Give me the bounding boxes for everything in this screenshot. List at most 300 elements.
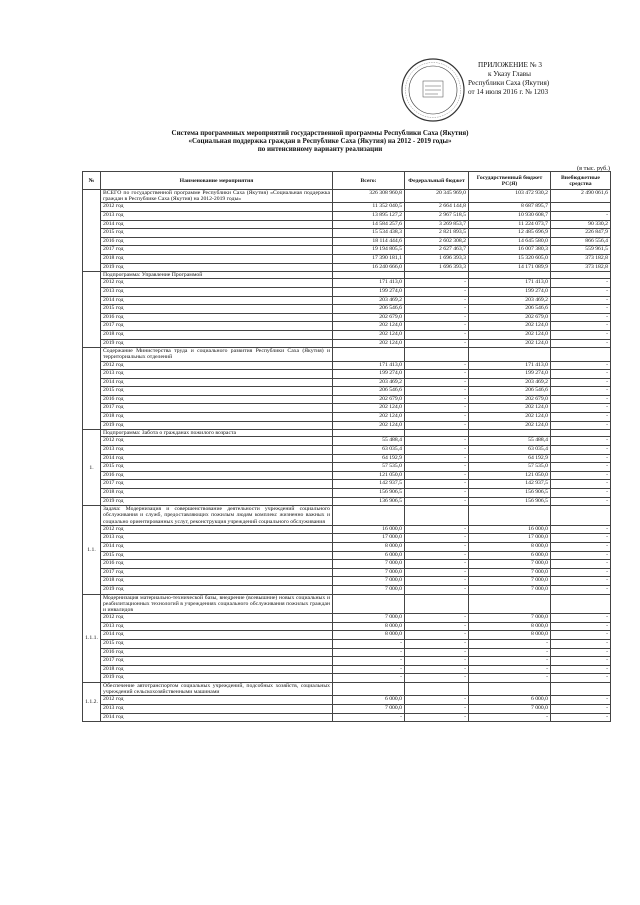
section-row bbox=[83, 430, 611, 437]
year-label: 2017 год bbox=[101, 322, 333, 331]
table-row bbox=[83, 287, 611, 296]
table-row bbox=[83, 639, 611, 648]
year-label: 2018 год bbox=[101, 254, 333, 263]
section-code: 1.1. bbox=[83, 506, 101, 594]
section-name: ВСЕГО по государственной программе Республики Саха (Якутия) «Социальная поддержка граждан в Республике Саха (Якутия) на 2012-2019 годы» bbox=[101, 190, 333, 203]
table-row bbox=[83, 614, 611, 623]
section-extra bbox=[551, 348, 611, 361]
section-total bbox=[333, 272, 405, 279]
section-fed: 20 345 969,0 bbox=[405, 190, 469, 203]
section-fed bbox=[405, 506, 469, 526]
table-row bbox=[83, 497, 611, 506]
table-row bbox=[83, 560, 611, 569]
appendix-title: ПРИЛОЖЕНИЕ № 3 bbox=[478, 61, 542, 69]
title-line: «Социальная поддержка граждан в Республике Саха (Якутия) на 2012 - 2019 годы» bbox=[188, 137, 452, 146]
value-total: 199 274,0 bbox=[333, 287, 405, 296]
value-extrabudget: - bbox=[551, 713, 611, 722]
value-state: 8 000,0 bbox=[469, 622, 551, 631]
value-total: 206 546,6 bbox=[333, 305, 405, 314]
value-state: 10 930 608,7 bbox=[469, 212, 551, 221]
value-federal: - bbox=[405, 313, 469, 322]
year-label: 2016 год bbox=[101, 560, 333, 569]
value-state: 202 124,0 bbox=[469, 404, 551, 413]
value-extrabudget: - bbox=[551, 305, 611, 314]
year-label: 2013 год bbox=[101, 212, 333, 221]
value-state: 14 171 089,9 bbox=[469, 263, 551, 272]
value-state: - bbox=[469, 639, 551, 648]
table-header-row bbox=[83, 172, 611, 190]
value-total: 17 000,0 bbox=[333, 534, 405, 543]
value-state: 202 124,0 bbox=[469, 330, 551, 339]
table-row bbox=[83, 525, 611, 534]
value-federal: - bbox=[405, 696, 469, 705]
value-state: 156 906,5 bbox=[469, 489, 551, 498]
table-row bbox=[83, 322, 611, 331]
value-federal: - bbox=[405, 404, 469, 413]
section-row bbox=[83, 190, 611, 203]
year-label: 2015 год bbox=[101, 463, 333, 472]
year-label: 2019 год bbox=[101, 674, 333, 683]
value-federal: - bbox=[405, 296, 469, 305]
section-extra: 2 490 061,6 bbox=[551, 190, 611, 203]
value-state: 7 000,0 bbox=[469, 704, 551, 713]
year-label: 2013 год bbox=[101, 370, 333, 379]
value-federal: - bbox=[405, 543, 469, 552]
year-label: 2017 год bbox=[101, 246, 333, 255]
value-state: 202 679,0 bbox=[469, 395, 551, 404]
table-row bbox=[83, 585, 611, 594]
value-state: 15 320 605,0 bbox=[469, 254, 551, 263]
value-state: 121 050,0 bbox=[469, 471, 551, 480]
value-federal: - bbox=[405, 471, 469, 480]
table-row bbox=[83, 330, 611, 339]
value-state: 199 274,0 bbox=[469, 370, 551, 379]
value-extrabudget: - bbox=[551, 696, 611, 705]
value-extrabudget: - bbox=[551, 534, 611, 543]
document-title bbox=[110, 129, 530, 154]
value-state: 202 124,0 bbox=[469, 413, 551, 422]
value-state: 8 687 895,7 bbox=[469, 203, 551, 212]
header-name: Наименование мероприятия bbox=[101, 172, 333, 190]
table-row bbox=[83, 704, 611, 713]
value-total: 18 114 444,6 bbox=[333, 237, 405, 246]
table-row bbox=[83, 361, 611, 370]
value-extrabudget: 226 847,9 bbox=[551, 229, 611, 238]
value-federal: - bbox=[405, 665, 469, 674]
value-extrabudget: - bbox=[551, 585, 611, 594]
year-label: 2018 год bbox=[101, 489, 333, 498]
section-fed bbox=[405, 682, 469, 695]
section-code: 1.1.1. bbox=[83, 594, 101, 682]
appendix-line: Республики Саха (Якутия) bbox=[468, 79, 550, 87]
table-row bbox=[83, 446, 611, 455]
value-state: 8 000,0 bbox=[469, 543, 551, 552]
value-extrabudget: 559 961,5 bbox=[551, 246, 611, 255]
value-extrabudget: - bbox=[551, 437, 611, 446]
year-label: 2012 год bbox=[101, 361, 333, 370]
table-row bbox=[83, 648, 611, 657]
section-row bbox=[83, 594, 611, 614]
value-federal: - bbox=[405, 437, 469, 446]
value-extrabudget: 373 182,8 bbox=[551, 263, 611, 272]
year-label: 2012 год bbox=[101, 525, 333, 534]
value-total: - bbox=[333, 665, 405, 674]
value-extrabudget: - bbox=[551, 665, 611, 674]
section-extra bbox=[551, 272, 611, 279]
table-row bbox=[83, 246, 611, 255]
year-label: 2013 год bbox=[101, 534, 333, 543]
value-state: 57 535,0 bbox=[469, 463, 551, 472]
value-extrabudget: - bbox=[551, 704, 611, 713]
value-extrabudget: - bbox=[551, 674, 611, 683]
section-state bbox=[469, 430, 551, 437]
value-state: - bbox=[469, 674, 551, 683]
value-extrabudget: - bbox=[551, 361, 611, 370]
value-total: 202 124,0 bbox=[333, 413, 405, 422]
value-total: 171 413,0 bbox=[333, 361, 405, 370]
value-state: 6 000,0 bbox=[469, 551, 551, 560]
table-row bbox=[83, 577, 611, 586]
value-extrabudget: - bbox=[551, 471, 611, 480]
value-extrabudget: - bbox=[551, 622, 611, 631]
section-row bbox=[83, 272, 611, 279]
value-extrabudget: - bbox=[551, 378, 611, 387]
value-extrabudget: - bbox=[551, 212, 611, 221]
year-label: 2019 год bbox=[101, 263, 333, 272]
value-federal: - bbox=[405, 568, 469, 577]
program-table bbox=[82, 171, 611, 722]
year-label: 2014 год bbox=[101, 296, 333, 305]
value-extrabudget: - bbox=[551, 287, 611, 296]
section-total: 326 308 960,8 bbox=[333, 190, 405, 203]
value-state: 206 546,6 bbox=[469, 305, 551, 314]
section-name: Задача: Модернизация и совершенствование деятельности учреждений социального обслуживания и служб, предоставляющих пожилым людям комплекс жизненно важных и социально ориентированных услуг, реконструкция учреждений социального обслуживания bbox=[101, 506, 333, 526]
year-label: 2012 год bbox=[101, 203, 333, 212]
value-state: 171 413,0 bbox=[469, 279, 551, 288]
table-row bbox=[83, 463, 611, 472]
year-label: 2016 год bbox=[101, 313, 333, 322]
section-state bbox=[469, 348, 551, 361]
value-state: 202 124,0 bbox=[469, 421, 551, 430]
value-total: - bbox=[333, 713, 405, 722]
value-state: 6 000,0 bbox=[469, 696, 551, 705]
value-federal: - bbox=[405, 614, 469, 623]
value-state: - bbox=[469, 713, 551, 722]
table-row bbox=[83, 657, 611, 666]
table-row bbox=[83, 279, 611, 288]
value-federal: - bbox=[405, 330, 469, 339]
year-label: 2012 год bbox=[101, 279, 333, 288]
year-label: 2016 год bbox=[101, 471, 333, 480]
value-state: 142 937,5 bbox=[469, 480, 551, 489]
value-state: 199 274,0 bbox=[469, 287, 551, 296]
section-extra bbox=[551, 430, 611, 437]
year-label: 2014 год bbox=[101, 378, 333, 387]
value-extrabudget: - bbox=[551, 614, 611, 623]
section-state bbox=[469, 506, 551, 526]
year-label: 2019 год bbox=[101, 585, 333, 594]
section-fed bbox=[405, 348, 469, 361]
value-total: 121 050,0 bbox=[333, 471, 405, 480]
value-extrabudget: - bbox=[551, 560, 611, 569]
value-federal: - bbox=[405, 489, 469, 498]
year-label: 2017 год bbox=[101, 657, 333, 666]
table-row bbox=[83, 404, 611, 413]
year-label: 2017 год bbox=[101, 404, 333, 413]
value-federal: - bbox=[405, 497, 469, 506]
section-state bbox=[469, 594, 551, 614]
value-federal: - bbox=[405, 421, 469, 430]
value-state: 14 645 580,0 bbox=[469, 237, 551, 246]
value-extrabudget: - bbox=[551, 463, 611, 472]
table-row bbox=[83, 551, 611, 560]
year-label: 2017 год bbox=[101, 480, 333, 489]
value-extrabudget: 373 182,8 bbox=[551, 254, 611, 263]
value-total: 202 124,0 bbox=[333, 404, 405, 413]
value-federal: 2 602 308,2 bbox=[405, 237, 469, 246]
value-federal: - bbox=[405, 322, 469, 331]
value-extrabudget: - bbox=[551, 313, 611, 322]
value-federal: 2 821 893,5 bbox=[405, 229, 469, 238]
value-total: 6 000,0 bbox=[333, 551, 405, 560]
year-label: 2018 год bbox=[101, 577, 333, 586]
value-total: 13 895 127,2 bbox=[333, 212, 405, 221]
section-total bbox=[333, 506, 405, 526]
section-extra bbox=[551, 682, 611, 695]
year-label: 2015 год bbox=[101, 551, 333, 560]
value-extrabudget: - bbox=[551, 296, 611, 305]
value-state: 206 546,6 bbox=[469, 387, 551, 396]
year-label: 2016 год bbox=[101, 237, 333, 246]
value-state: 202 679,0 bbox=[469, 313, 551, 322]
table-row bbox=[83, 543, 611, 552]
year-label: 2018 год bbox=[101, 330, 333, 339]
section-name: Содержание Министерства труда и социального развития Республики Саха (Якутия) и территориальных отделений bbox=[101, 348, 333, 361]
value-total: 199 274,0 bbox=[333, 370, 405, 379]
section-fed bbox=[405, 430, 469, 437]
year-label: 2013 год bbox=[101, 446, 333, 455]
section-code bbox=[83, 348, 101, 430]
value-federal: - bbox=[405, 387, 469, 396]
section-total bbox=[333, 430, 405, 437]
value-total: 171 413,0 bbox=[333, 279, 405, 288]
value-total: - bbox=[333, 674, 405, 683]
value-total: 8 000,0 bbox=[333, 631, 405, 640]
value-total: 7 000,0 bbox=[333, 577, 405, 586]
table-row bbox=[83, 296, 611, 305]
value-federal: - bbox=[405, 446, 469, 455]
value-total: 202 124,0 bbox=[333, 421, 405, 430]
value-state: 202 124,0 bbox=[469, 339, 551, 348]
value-total: - bbox=[333, 657, 405, 666]
table-row bbox=[83, 339, 611, 348]
section-fed bbox=[405, 594, 469, 614]
value-federal: - bbox=[405, 339, 469, 348]
value-total: 202 124,0 bbox=[333, 322, 405, 331]
header-number: № bbox=[83, 172, 101, 190]
value-total: - bbox=[333, 648, 405, 657]
section-row bbox=[83, 506, 611, 526]
value-state: 203 469,2 bbox=[469, 378, 551, 387]
table-row bbox=[83, 395, 611, 404]
value-federal: - bbox=[405, 305, 469, 314]
value-extrabudget: - bbox=[551, 525, 611, 534]
appendix-line: к Указу Главы bbox=[488, 70, 532, 78]
value-federal: - bbox=[405, 279, 469, 288]
table-row bbox=[83, 305, 611, 314]
value-extrabudget: - bbox=[551, 421, 611, 430]
value-state: 7 000,0 bbox=[469, 585, 551, 594]
value-total: 19 194 805,5 bbox=[333, 246, 405, 255]
value-federal: - bbox=[405, 622, 469, 631]
official-seal-stamp bbox=[400, 57, 466, 123]
value-total: 7 000,0 bbox=[333, 568, 405, 577]
value-total: 7 000,0 bbox=[333, 585, 405, 594]
year-label: 2019 год bbox=[101, 339, 333, 348]
year-label: 2015 год bbox=[101, 229, 333, 238]
year-label: 2014 год bbox=[101, 543, 333, 552]
year-label: 2015 год bbox=[101, 639, 333, 648]
table-row bbox=[83, 631, 611, 640]
value-federal: - bbox=[405, 463, 469, 472]
value-extrabudget: - bbox=[551, 497, 611, 506]
table-row bbox=[83, 421, 611, 430]
value-total: 203 469,2 bbox=[333, 296, 405, 305]
section-name: Обеспечение автотранспортом социальных учреждений, подсобных хозяйств, социальных учреждений сельскохозяйственными машинами bbox=[101, 682, 333, 695]
value-state: 203 469,2 bbox=[469, 296, 551, 305]
value-federal: - bbox=[405, 560, 469, 569]
header-extrabudget: Внебюджетные средства bbox=[551, 172, 611, 190]
table-row bbox=[83, 534, 611, 543]
table-row bbox=[83, 378, 611, 387]
value-state: 7 000,0 bbox=[469, 568, 551, 577]
value-extrabudget: - bbox=[551, 387, 611, 396]
year-label: 2013 год bbox=[101, 622, 333, 631]
section-code bbox=[83, 190, 101, 272]
section-code: 1. bbox=[83, 430, 101, 506]
section-state bbox=[469, 272, 551, 279]
value-extrabudget: - bbox=[551, 577, 611, 586]
year-label: 2015 год bbox=[101, 305, 333, 314]
year-label: 2013 год bbox=[101, 287, 333, 296]
table-row bbox=[83, 622, 611, 631]
section-name: Подпрограмма: Управление Программой bbox=[101, 272, 333, 279]
value-federal: - bbox=[405, 378, 469, 387]
value-federal: 2 967 518,5 bbox=[405, 212, 469, 221]
header-total: Всего: bbox=[333, 172, 405, 190]
year-label: 2019 год bbox=[101, 497, 333, 506]
value-state: 55 488,4 bbox=[469, 437, 551, 446]
table-body bbox=[83, 190, 611, 722]
year-label: 2014 год bbox=[101, 713, 333, 722]
value-extrabudget: - bbox=[551, 446, 611, 455]
table-row bbox=[83, 254, 611, 263]
value-extrabudget: - bbox=[551, 631, 611, 640]
value-total: 16 240 666,0 bbox=[333, 263, 405, 272]
value-total: 202 679,0 bbox=[333, 395, 405, 404]
value-state: 7 000,0 bbox=[469, 560, 551, 569]
value-extrabudget: - bbox=[551, 568, 611, 577]
value-state: 64 192,9 bbox=[469, 454, 551, 463]
value-extrabudget: - bbox=[551, 543, 611, 552]
value-federal: - bbox=[405, 454, 469, 463]
value-total: 156 906,5 bbox=[333, 489, 405, 498]
table-row bbox=[83, 229, 611, 238]
value-extrabudget: - bbox=[551, 551, 611, 560]
section-extra bbox=[551, 506, 611, 526]
table-row bbox=[83, 489, 611, 498]
value-state: 202 124,0 bbox=[469, 322, 551, 331]
value-state: 12 485 696,9 bbox=[469, 229, 551, 238]
year-label: 2015 год bbox=[101, 387, 333, 396]
table-row bbox=[83, 696, 611, 705]
value-total: 202 124,0 bbox=[333, 330, 405, 339]
value-extrabudget: - bbox=[551, 370, 611, 379]
section-total bbox=[333, 348, 405, 361]
value-total: 55 488,4 bbox=[333, 437, 405, 446]
value-extrabudget: - bbox=[551, 330, 611, 339]
unit-label: (в тыс. руб.) bbox=[576, 165, 610, 172]
appendix-date: от 14 июля 2016 г. № 1203 bbox=[468, 88, 549, 96]
value-federal: 2 627 463,7 bbox=[405, 246, 469, 255]
value-extrabudget: - bbox=[551, 279, 611, 288]
year-label: 2016 год bbox=[101, 395, 333, 404]
table-row bbox=[83, 203, 611, 212]
year-label: 2012 год bbox=[101, 696, 333, 705]
year-label: 2012 год bbox=[101, 614, 333, 623]
value-total: 8 000,0 bbox=[333, 622, 405, 631]
value-federal: - bbox=[405, 534, 469, 543]
value-federal: - bbox=[405, 704, 469, 713]
value-federal: - bbox=[405, 639, 469, 648]
value-state: 7 000,0 bbox=[469, 614, 551, 623]
value-state: 171 413,0 bbox=[469, 361, 551, 370]
value-extrabudget: - bbox=[551, 339, 611, 348]
value-state: - bbox=[469, 657, 551, 666]
section-state bbox=[469, 682, 551, 695]
value-extrabudget: - bbox=[551, 322, 611, 331]
section-state: 103 472 930,2 bbox=[469, 190, 551, 203]
section-fed bbox=[405, 272, 469, 279]
table-row bbox=[83, 387, 611, 396]
header-state: Государственный бюджет РС(Я) bbox=[469, 172, 551, 190]
table-row bbox=[83, 480, 611, 489]
year-label: 2017 год bbox=[101, 568, 333, 577]
section-row bbox=[83, 682, 611, 695]
table-row bbox=[83, 220, 611, 229]
value-total: 202 679,0 bbox=[333, 313, 405, 322]
section-code: 1.1.2. bbox=[83, 682, 101, 721]
value-state: - bbox=[469, 665, 551, 674]
section-name: Модернизация материально-технической базы, внедрение (всевышние) новых социальных и реабилитационных технологий в учреждениях социального обслуживания пожилых граждан и инвалидов bbox=[101, 594, 333, 614]
value-state: - bbox=[469, 648, 551, 657]
value-state: 17 000,0 bbox=[469, 534, 551, 543]
value-state: 16 007 380,3 bbox=[469, 246, 551, 255]
value-federal: - bbox=[405, 361, 469, 370]
year-label: 2019 год bbox=[101, 421, 333, 430]
value-federal: 2 664 144,8 bbox=[405, 203, 469, 212]
section-row bbox=[83, 348, 611, 361]
table-row bbox=[83, 674, 611, 683]
value-state: 63 035,4 bbox=[469, 446, 551, 455]
section-total bbox=[333, 682, 405, 695]
year-label: 2018 год bbox=[101, 413, 333, 422]
value-total: 142 937,5 bbox=[333, 480, 405, 489]
value-total: 14 584 257,6 bbox=[333, 220, 405, 229]
value-federal: - bbox=[405, 657, 469, 666]
value-total: 7 000,0 bbox=[333, 614, 405, 623]
value-federal: - bbox=[405, 287, 469, 296]
